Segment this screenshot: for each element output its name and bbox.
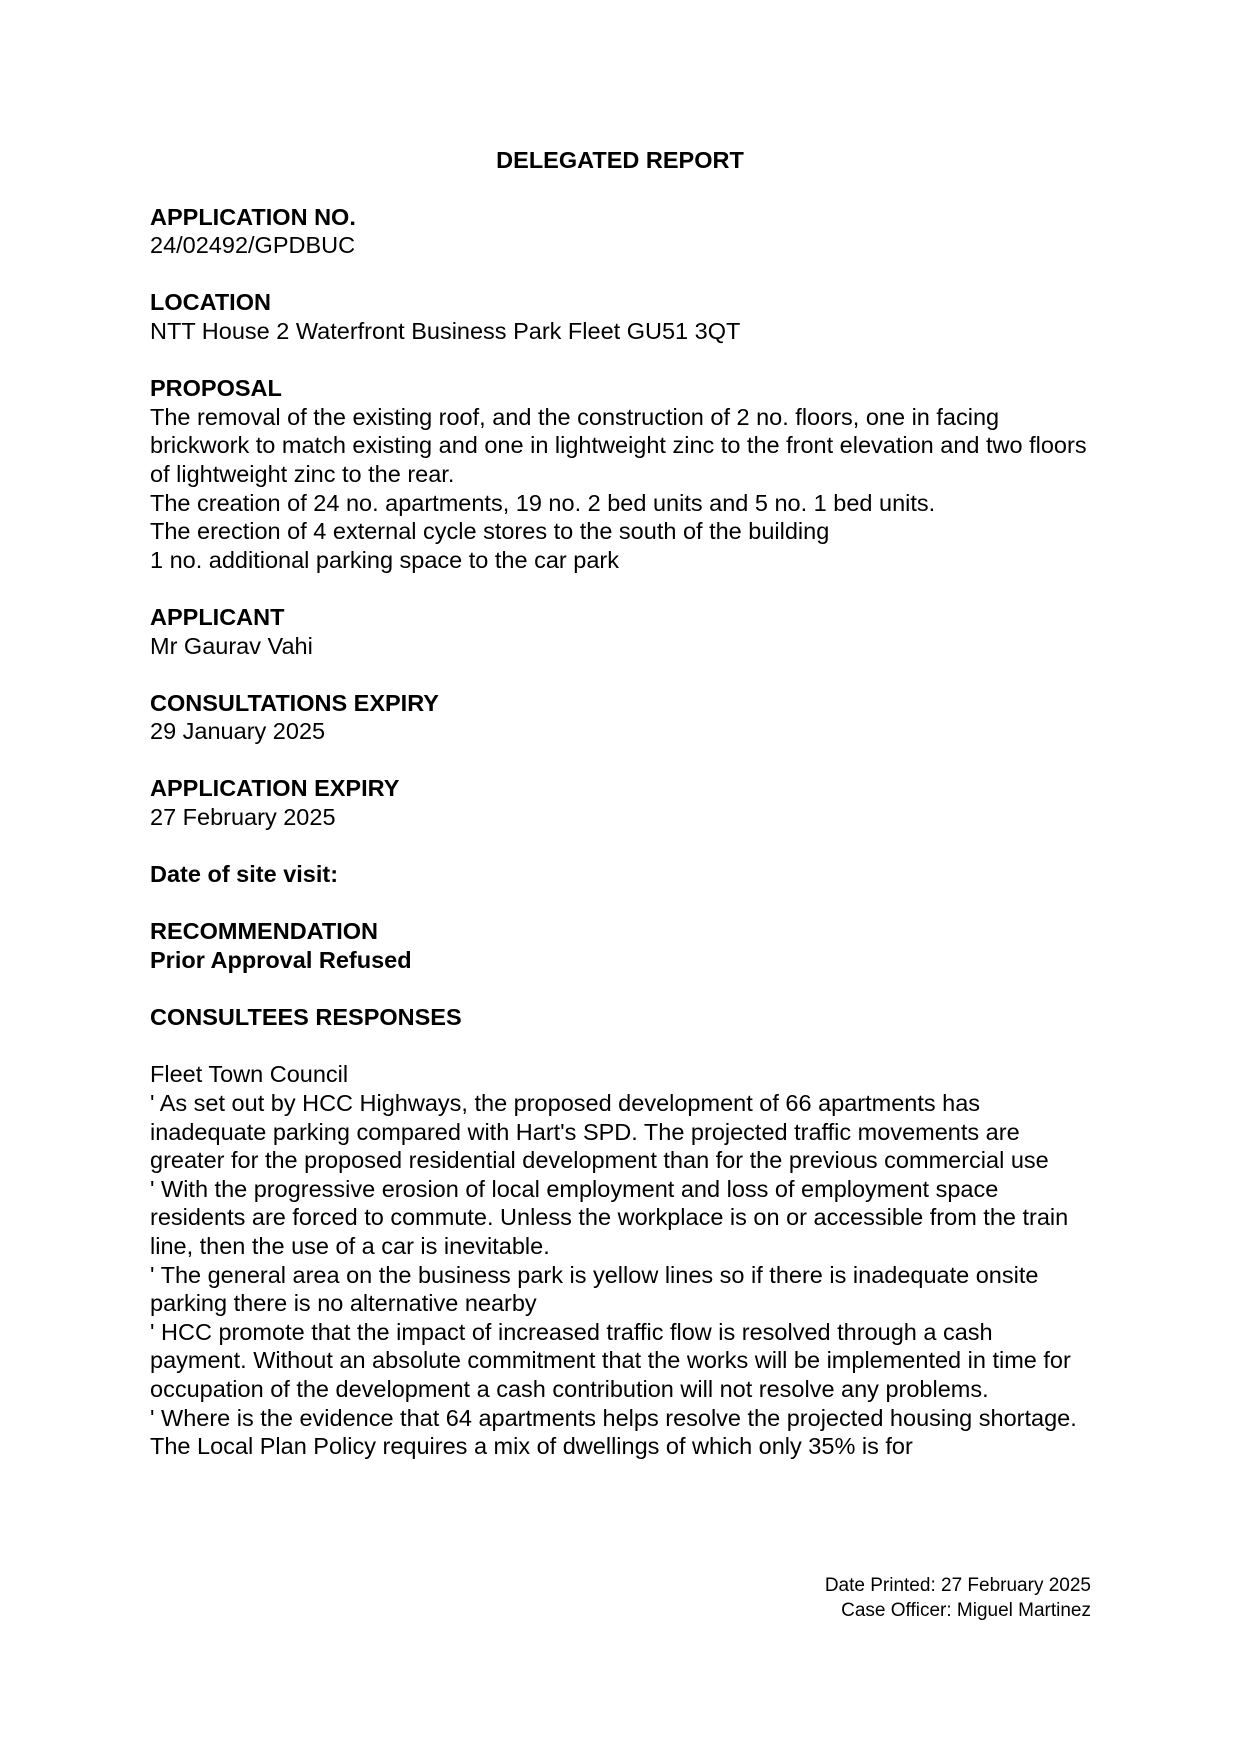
location-value: NTT House 2 Waterfront Business Park Fleet GU51 3QT bbox=[150, 317, 741, 344]
recommendation-value: Prior Approval Refused bbox=[150, 947, 412, 974]
proposal-section bbox=[150, 374, 1090, 574]
location-heading: LOCATION bbox=[150, 289, 271, 316]
applicant-section bbox=[150, 603, 1090, 660]
section-spacer bbox=[150, 1032, 1090, 1061]
applicant-heading: APPLICANT bbox=[150, 603, 285, 630]
consultees-heading: CONSULTEES RESPONSES bbox=[150, 1004, 462, 1031]
consultations-expiry-value: 29 January 2025 bbox=[150, 718, 326, 745]
proposal-heading: PROPOSAL bbox=[150, 375, 282, 402]
consultee-point: ' The general area on the business park is yellow lines so if there is inadequate onsite parking there is no alternative nearby bbox=[150, 1261, 1039, 1317]
recommendation-heading: RECOMMENDATION bbox=[150, 918, 379, 945]
applicant-value: Mr Gaurav Vahi bbox=[150, 632, 313, 659]
proposal-line: The erection of 4 external cycle stores to the south of the building bbox=[150, 518, 830, 545]
application-no-heading: APPLICATION NO. bbox=[150, 203, 356, 230]
page-footer bbox=[825, 1573, 1091, 1623]
consultee-point: ' With the progressive erosion of local employment and loss of employment space residents are forced to commute. Unless the workplace is on or accessible from the train line, then the use of a car is inevitable. bbox=[150, 1175, 1069, 1259]
report-page bbox=[150, 146, 1090, 1489]
date-printed: Date Printed: 27 February 2025 bbox=[824, 1575, 1091, 1596]
application-expiry-value: 27 February 2025 bbox=[150, 804, 336, 831]
consultee-point: ' As set out by HCC Highways, the proposed development of 66 apartments has inadequate parking compared with Hart's SPD. The projected traffic movements are greater for the proposed residential development than for the previous commercial use bbox=[150, 1090, 1049, 1174]
consultees-section bbox=[150, 1003, 1090, 1461]
proposal-line: The creation of 24 no. apartments, 19 no. 2 bed units and 5 no. 1 bed units. bbox=[150, 489, 936, 516]
report-title: DELEGATED REPORT bbox=[496, 147, 744, 173]
proposal-line: 1 no. additional parking space to the car park bbox=[150, 546, 619, 573]
location-section bbox=[150, 288, 1090, 345]
application-expiry-heading: APPLICATION EXPIRY bbox=[150, 775, 400, 802]
consultee-point: ' Where is the evidence that 64 apartments helps resolve the projected housing shortage. The Local Plan Policy requires a mix of dwellings of which only 35% is for bbox=[150, 1404, 1077, 1460]
application-no-section bbox=[150, 203, 1090, 260]
consultations-expiry-section bbox=[150, 689, 1090, 746]
site-visit-heading: Date of site visit: bbox=[150, 861, 339, 888]
consultee-name: Fleet Town Council bbox=[150, 1061, 349, 1088]
site-visit-section bbox=[150, 860, 1090, 889]
application-no-value: 24/02492/GPDBUC bbox=[150, 232, 356, 259]
case-officer: Case Officer: Miguel Martinez bbox=[841, 1600, 1091, 1621]
consultations-expiry-heading: CONSULTATIONS EXPIRY bbox=[150, 689, 439, 716]
proposal-line: The removal of the existing roof, and the construction of 2 no. floors, one in facing brickwork to match existing and one in lightweight zinc to the front elevation and two floors of lightweight zinc to the rear. bbox=[150, 403, 1087, 487]
recommendation-section bbox=[150, 917, 1090, 974]
consultee-point: ' HCC promote that the impact of increased traffic flow is resolved through a cash payment. Without an absolute commitment that the works will be implemented in time for occupation of the development a cash contribution will not resolve any problems. bbox=[150, 1318, 1071, 1402]
application-expiry-section bbox=[150, 774, 1090, 831]
